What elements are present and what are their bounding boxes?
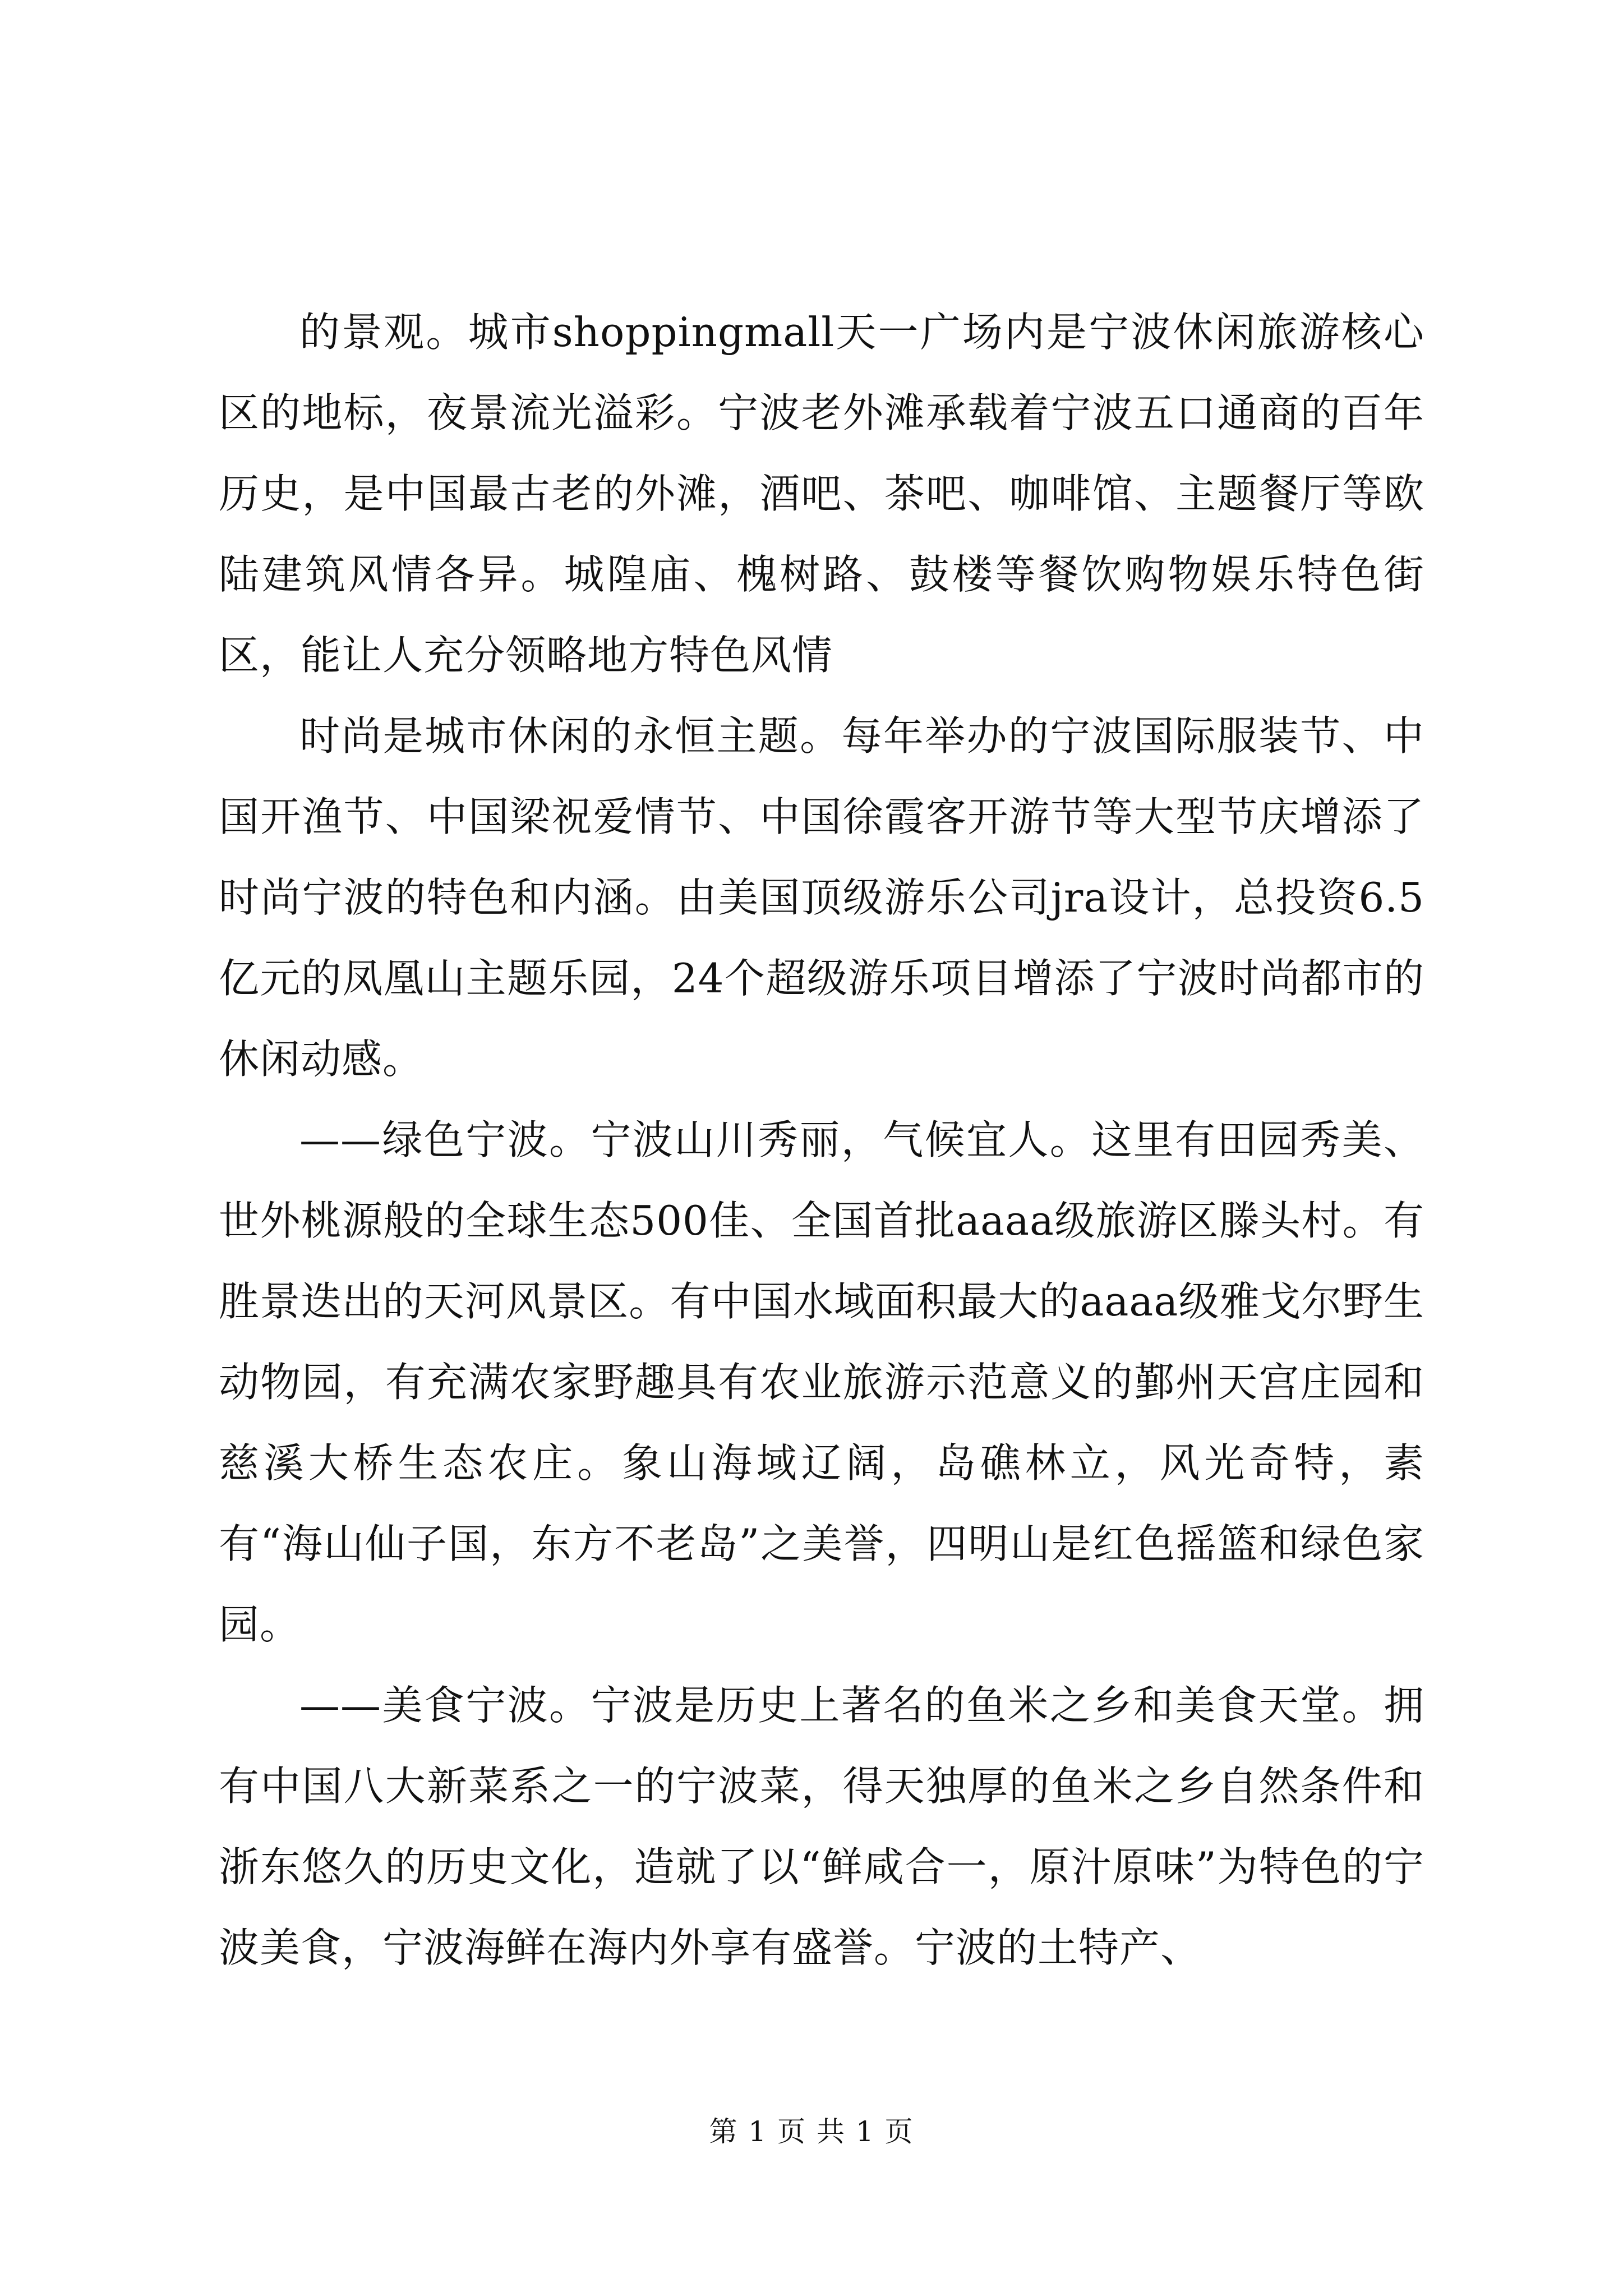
paragraph-3: ——绿色宁波。宁波山川秀丽，气候宜人。这里有田园秀美、世外桃源般的全球生态500佳、全国首批aaaa级旅游区滕头村。有胜景迭出的天河风景区。有中国水域面积最大的aaaa级雅戈尔野生动物园，有充满农家野趣具有农业旅游示范意义的鄞州天宫庄园和慈溪大桥生态农庄。象山海域辽阔，岛礁林立，风光奇特，素有“海山仙子国，东方不老岛”之美誉，四明山是红色摇篮和绿色家园。 bbox=[219, 1116, 1424, 1648]
page-footer: 第 1 页 共 1 页 bbox=[709, 2115, 914, 2148]
paragraph-2: 时尚是城市休闲的永恒主题。每年举办的宁波国际服装节、中国开渔节、中国梁祝爱情节、中国徐霞客开游节等大型节庆增添了时尚宁波的特色和内涵。由美国顶级游乐公司jra设计，总投资6.5亿元的凤凰山主题乐园，24个超级游乐项目增添了宁波时尚都市的休闲动感。 bbox=[219, 712, 1424, 1083]
document-body bbox=[219, 292, 1424, 1988]
paragraph-1: 的景观。城市shoppingmall天一广场内是宁波休闲旅游核心区的地标，夜景流光溢彩。宁波老外滩承载着宁波五口通商的百年历史，是中国最古老的外滩，酒吧、茶吧、咖啡馆、主题餐厅等欧陆建筑风情各异。城隍庙、槐树路、鼓楼等餐饮购物娱乐特色街区，能让人充分领略地方特色风情 bbox=[219, 309, 1424, 679]
paragraph-4: ——美食宁波。宁波是历史上著名的鱼米之乡和美食天堂。拥有中国八大新菜系之一的宁波菜，得天独厚的鱼米之乡自然条件和浙东悠久的历史文化，造就了以“鲜咸合一，原汁原味”为特色的宁波美食，宁波海鲜在海内外享有盛誉。宁波的土特产、 bbox=[219, 1682, 1424, 1971]
